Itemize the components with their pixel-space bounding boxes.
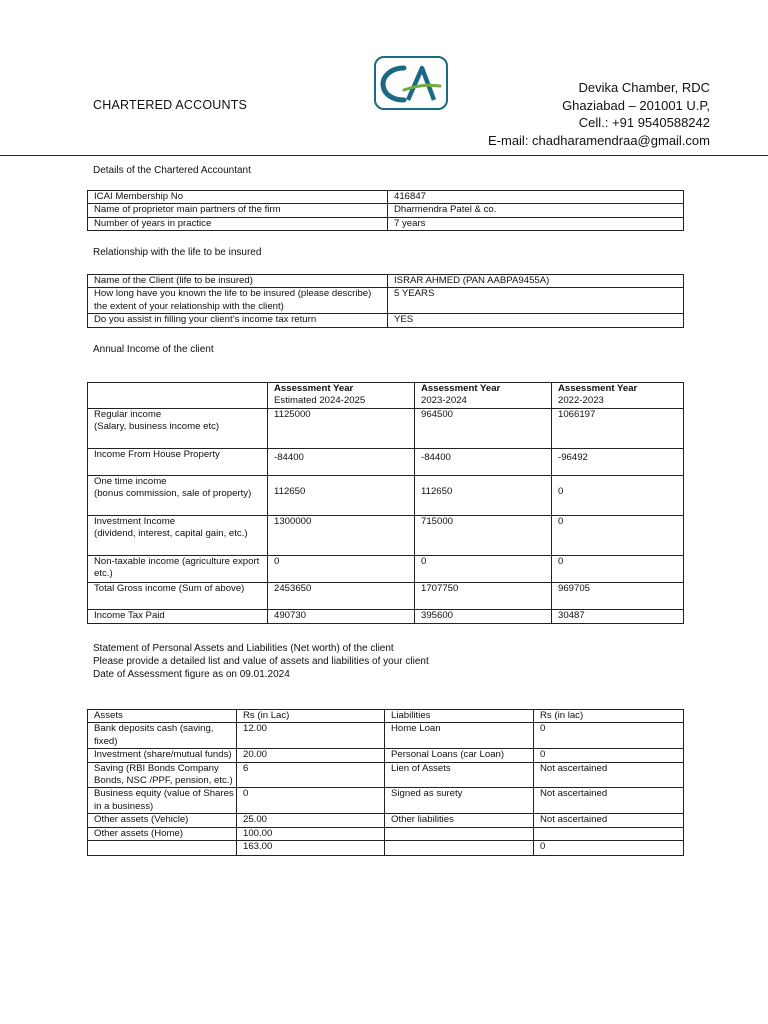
- cell-value: 7 years: [388, 217, 684, 230]
- liability-value: Not ascertained: [534, 814, 684, 827]
- asset-label: Saving (RBI Bonds Company Bonds, NSC /PPF, pension, etc.): [88, 762, 237, 788]
- liability-label: [385, 841, 534, 856]
- address-line-2: Ghaziabad – 201001 U.P,: [562, 97, 710, 113]
- table-row: [88, 827, 684, 840]
- table-row: [88, 788, 684, 814]
- cell-label: Number of years in practice: [88, 217, 388, 230]
- assessment-date-line: Date of Assessment figure as on 09.01.2024: [93, 669, 290, 680]
- cell-value: 2453650: [268, 583, 415, 610]
- table-row: [88, 409, 684, 449]
- table-row: [88, 556, 684, 583]
- asset-label: Bank deposits cash (saving, fixed): [88, 723, 237, 749]
- asset-label: Investment (share/mutual funds): [88, 749, 237, 762]
- table-row: [88, 814, 684, 827]
- liability-label: Home Loan: [385, 723, 534, 749]
- asset-value: 0: [237, 788, 385, 814]
- table-row: [88, 288, 684, 314]
- contact-block: [488, 79, 710, 149]
- column-header: Assessment Year Estimated 2024-2025: [268, 383, 415, 409]
- cell-value: 416847: [388, 191, 684, 204]
- column-header: Rs (in lac): [534, 710, 684, 723]
- total-assets-value: 163.00: [237, 841, 385, 856]
- asset-label: Business equity (value of Shares in a business): [88, 788, 237, 814]
- address-line-1: Devika Chamber, RDC: [578, 80, 710, 95]
- networth-heading: [93, 642, 429, 681]
- table-row: [88, 275, 684, 288]
- row-label: Regular income (Salary, business income etc): [88, 409, 268, 449]
- cell-value: -84400: [268, 449, 415, 476]
- table-row: [88, 314, 684, 327]
- ca-section-heading: Details of the Chartered Accountant: [93, 165, 251, 176]
- cell-value: -84400: [415, 449, 552, 476]
- row-label: Investment Income (dividend, interest, capital gain, etc.): [88, 516, 268, 556]
- row-label: Income From House Property: [88, 449, 268, 476]
- column-header: Assessment Year 2023-2024: [415, 383, 552, 409]
- phone-line: Cell.: +91 9540588242: [578, 115, 710, 130]
- cell-value: ISRAR AHMED (PAN AABPA9455A): [388, 275, 684, 288]
- row-label: Non-taxable income (agriculture export etc.): [88, 556, 268, 583]
- networth-heading-line-2: Please provide a detailed list and value of assets and liabilities of your client: [93, 656, 429, 667]
- liability-label: Signed as surety: [385, 788, 534, 814]
- firm-title: CHARTERED ACCOUNTS: [93, 98, 248, 112]
- table-row: [88, 204, 684, 217]
- income-header-row: [88, 383, 684, 409]
- cell-value: 1707750: [415, 583, 552, 610]
- table-row: [88, 762, 684, 788]
- cell-value: Dharmendra Patel & co.: [388, 204, 684, 217]
- liability-value: 0: [534, 723, 684, 749]
- column-header: Liabilities: [385, 710, 534, 723]
- table-row: [88, 516, 684, 556]
- networth-table: [87, 709, 684, 856]
- table-row: [88, 217, 684, 230]
- liability-value: [534, 827, 684, 840]
- cell-label: How long have you known the life to be insured (please describe) the extent of your relationship with the client): [88, 288, 388, 314]
- relationship-heading: Relationship with the life to be insured: [93, 247, 262, 258]
- cell-value: 964500: [415, 409, 552, 449]
- networth-heading-line-1: Statement of Personal Assets and Liabilities (Net worth) of the client: [93, 643, 394, 654]
- table-row: [88, 583, 684, 610]
- cell-label: Name of proprietor main partners of the firm: [88, 204, 388, 217]
- asset-label: Other assets (Vehicle): [88, 814, 237, 827]
- cell-value: 112650: [415, 476, 552, 516]
- liability-label: Personal Loans (car Loan): [385, 749, 534, 762]
- liability-value: 0: [534, 749, 684, 762]
- table-row: [88, 610, 684, 624]
- cell-value: 0: [552, 476, 684, 516]
- cell-value: 0: [415, 556, 552, 583]
- cell-label: Name of the Client (life to be insured): [88, 275, 388, 288]
- total-liabilities-value: 0: [534, 841, 684, 856]
- header-divider: [0, 155, 768, 156]
- table-row: [88, 749, 684, 762]
- cell-label: Do you assist in filling your client’s income tax return: [88, 314, 388, 327]
- column-header: Assets: [88, 710, 237, 723]
- cell-value: 969705: [552, 583, 684, 610]
- asset-value: 12.00: [237, 723, 385, 749]
- row-label: Total Gross income (Sum of above): [88, 583, 268, 610]
- cell-value: 5 YEARS: [388, 288, 684, 314]
- cell-value: 1300000: [268, 516, 415, 556]
- column-header: Rs (in Lac): [237, 710, 385, 723]
- cell-value: 112650: [268, 476, 415, 516]
- asset-label: [88, 841, 237, 856]
- row-label: Income Tax Paid: [88, 610, 268, 624]
- asset-value: 6: [237, 762, 385, 788]
- cell-value: 1125000: [268, 409, 415, 449]
- cell-value: 0: [552, 516, 684, 556]
- table-row: [88, 723, 684, 749]
- ca-details-table: [87, 190, 684, 231]
- table-row: [88, 449, 684, 476]
- totals-row: [88, 841, 684, 856]
- cell-value: 715000: [415, 516, 552, 556]
- liability-value: Not ascertained: [534, 762, 684, 788]
- email-line: E-mail: chadharamendraa@gmail.com: [487, 132, 710, 148]
- ca-logo: [374, 56, 448, 110]
- column-header: Assessment Year 2022-2023: [552, 383, 684, 409]
- liability-label: Lien of Assets: [385, 762, 534, 788]
- asset-value: 20.00: [237, 749, 385, 762]
- table-row: [88, 191, 684, 204]
- row-label: One time income (bonus commission, sale of property): [88, 476, 268, 516]
- cell-label: ICAI Membership No: [88, 191, 388, 204]
- income-heading: Annual Income of the client: [93, 344, 214, 355]
- cell-value: YES: [388, 314, 684, 327]
- asset-label: Other assets (Home): [88, 827, 237, 840]
- cell-value: 395600: [415, 610, 552, 624]
- cell-value: 0: [552, 556, 684, 583]
- liability-value: Not ascertained: [534, 788, 684, 814]
- cell-value: 0: [268, 556, 415, 583]
- corner-cell: [88, 383, 268, 409]
- cell-value: -96492: [552, 449, 684, 476]
- cell-value: 30487: [552, 610, 684, 624]
- asset-value: 100.00: [237, 827, 385, 840]
- liability-label: Other liabilities: [385, 814, 534, 827]
- asset-value: 25.00: [237, 814, 385, 827]
- cell-value: 490730: [268, 610, 415, 624]
- table-row: [88, 476, 684, 516]
- relationship-table: [87, 274, 684, 328]
- cell-value: 1066197: [552, 409, 684, 449]
- liability-label: [385, 827, 534, 840]
- networth-header-row: [88, 710, 684, 723]
- income-table: [87, 382, 684, 624]
